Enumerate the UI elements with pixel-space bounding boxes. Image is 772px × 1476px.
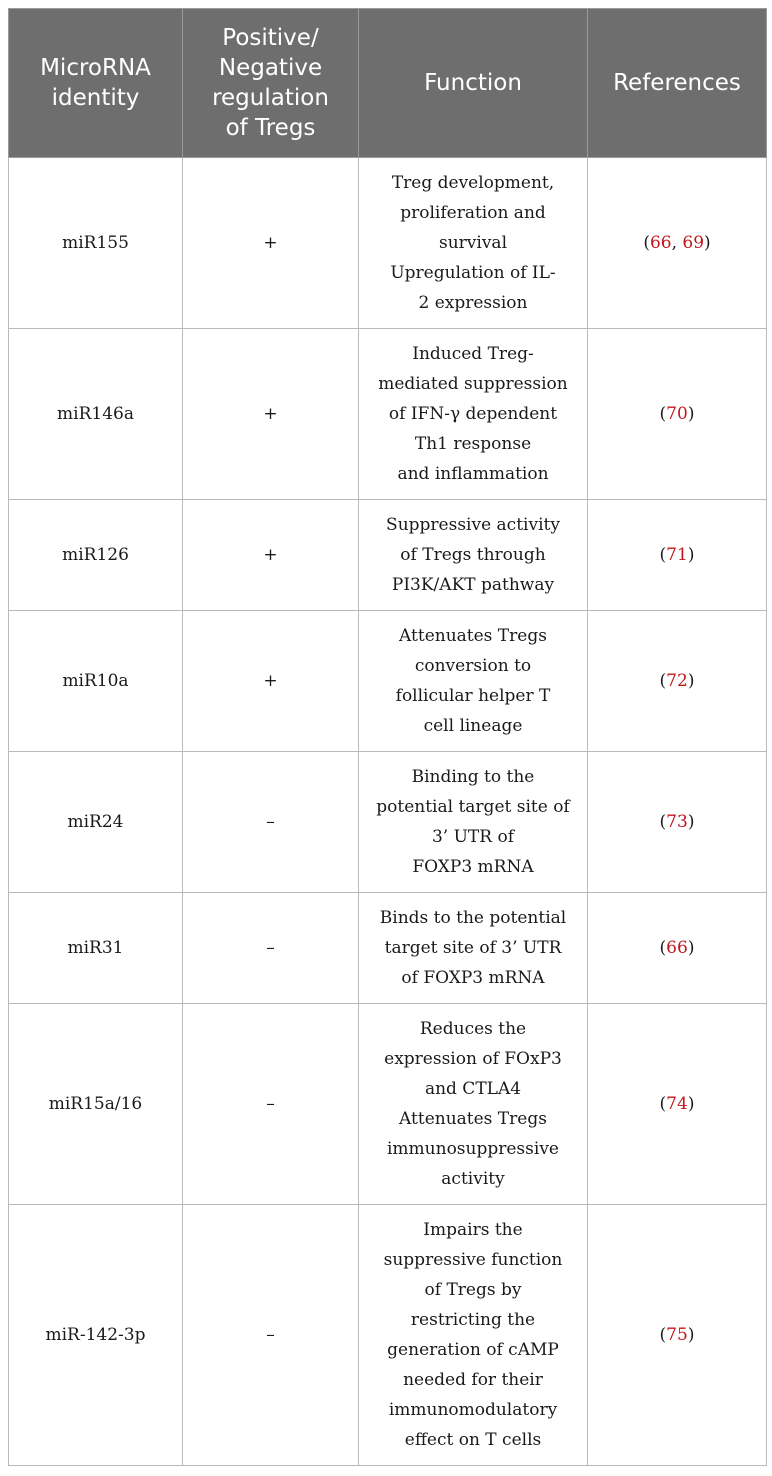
ref-close-paren: ): [704, 233, 711, 253]
function-cell: [359, 500, 588, 611]
regulation-cell: +: [183, 500, 359, 611]
function-cell: [359, 1205, 588, 1466]
function-line: 3’ UTR of: [431, 827, 515, 847]
ref-open-paren: (: [643, 233, 650, 253]
reference-link[interactable]: 72: [666, 671, 688, 691]
function-line: Upregulation of IL-: [390, 263, 556, 283]
function-line: 2 expression: [418, 293, 528, 313]
regulation-cell: –: [183, 1205, 359, 1466]
reference-link[interactable]: 66: [649, 233, 672, 253]
function-line: Impairs the: [423, 1220, 523, 1240]
function-line: Attenuates Tregs: [399, 626, 547, 646]
function-cell: [359, 752, 588, 893]
microrna-identity-cell: miR15a/16: [9, 1004, 183, 1205]
reference-link[interactable]: 69: [682, 233, 705, 253]
header-line: of Tregs: [225, 115, 316, 141]
function-line: immunomodulatory: [388, 1400, 558, 1420]
reference-link[interactable]: 73: [666, 812, 688, 832]
references-cell: [588, 611, 767, 752]
ref-open-paren: (: [659, 938, 667, 958]
references-cell: [588, 329, 767, 500]
function-line: restricting the: [410, 1310, 536, 1330]
function-line: Attenuates Tregs: [399, 1109, 547, 1129]
references-cell: [588, 1205, 767, 1466]
regulation-cell: +: [183, 611, 359, 752]
reference-link[interactable]: 71: [666, 545, 688, 565]
function-line: of Tregs through: [400, 545, 546, 565]
ref-close-paren: ): [687, 545, 695, 565]
function-line: target site of 3’ UTR: [384, 938, 562, 958]
header-references: [588, 9, 767, 158]
function-line: Induced Treg-: [412, 344, 534, 364]
function-cell: [359, 611, 588, 752]
references-cell: [588, 893, 767, 1004]
references-cell: [588, 752, 767, 893]
ref-open-paren: (: [659, 545, 667, 565]
ref-open-paren: (: [659, 671, 667, 691]
function-line: of Tregs by: [424, 1280, 522, 1300]
function-line: cell lineage: [423, 716, 523, 736]
function-line: of FOXP3 mRNA: [401, 968, 545, 988]
regulation-cell: –: [183, 1004, 359, 1205]
header-line: Positive/: [222, 25, 319, 51]
function-line: Reduces the: [419, 1019, 527, 1039]
microrna-identity-cell: miR24: [9, 752, 183, 893]
ref-open-paren: (: [659, 1325, 667, 1345]
function-line: needed for their: [403, 1370, 543, 1390]
header-line: Function: [424, 70, 522, 96]
microrna-identity-cell: miR-142-3p: [9, 1205, 183, 1466]
function-line: PI3K/AKT pathway: [391, 575, 555, 595]
reference-link[interactable]: 70: [666, 404, 688, 424]
table-row: [9, 158, 767, 329]
reference-link[interactable]: 66: [666, 938, 688, 958]
ref-open-paren: (: [659, 404, 667, 424]
regulation-cell: –: [183, 893, 359, 1004]
function-line: FOXP3 mRNA: [412, 857, 534, 877]
table-row: [9, 1004, 767, 1205]
microrna-identity-cell: miR126: [9, 500, 183, 611]
header-line: MicroRNA: [40, 55, 151, 81]
regulation-cell: –: [183, 752, 359, 893]
table-row: [9, 500, 767, 611]
microrna-treg-table: [8, 8, 767, 1466]
header-line: Negative: [218, 55, 323, 81]
ref-close-paren: ): [687, 1325, 695, 1345]
table-body: [9, 158, 767, 1466]
header-microrna-identity: [9, 9, 183, 158]
function-line: and inflammation: [397, 464, 549, 484]
header-regulation: [183, 9, 359, 158]
function-cell: [359, 893, 588, 1004]
header-row: [9, 9, 767, 158]
function-line: Binds to the potential: [379, 908, 567, 928]
function-line: of IFN-γ dependent: [388, 404, 558, 424]
reference-link[interactable]: 74: [666, 1094, 688, 1114]
ref-separator: ,: [671, 233, 683, 253]
function-cell: [359, 329, 588, 500]
ref-close-paren: ): [687, 812, 695, 832]
function-line: mediated suppression: [378, 374, 568, 394]
references-cell: [588, 500, 767, 611]
microrna-identity-cell: miR31: [9, 893, 183, 1004]
function-cell: [359, 158, 588, 329]
function-line: expression of FOxP3: [384, 1049, 562, 1069]
function-line: potential target site of: [376, 797, 570, 817]
references-cell: [588, 1004, 767, 1205]
function-cell: [359, 1004, 588, 1205]
function-line: immunosuppressive: [387, 1139, 559, 1159]
regulation-cell: +: [183, 158, 359, 329]
microrna-identity-cell: miR155: [9, 158, 183, 329]
function-line: activity: [441, 1169, 505, 1189]
function-line: suppressive function: [383, 1250, 563, 1270]
function-line: Treg development,: [391, 173, 555, 193]
function-line: effect on T cells: [404, 1430, 542, 1450]
ref-open-paren: (: [659, 1094, 667, 1114]
references-cell: [588, 158, 767, 329]
function-line: conversion to: [414, 656, 532, 676]
header-line: regulation: [212, 85, 329, 111]
microrna-identity-cell: miR146a: [9, 329, 183, 500]
function-line: Suppressive activity: [386, 515, 560, 535]
table-row: [9, 752, 767, 893]
table-row: [9, 1205, 767, 1466]
microrna-identity-cell: miR10a: [9, 611, 183, 752]
regulation-cell: +: [183, 329, 359, 500]
table-header: [9, 9, 767, 158]
function-line: proliferation and: [400, 203, 546, 223]
ref-open-paren: (: [659, 812, 667, 832]
table-row: [9, 329, 767, 500]
ref-close-paren: ): [687, 1094, 695, 1114]
ref-close-paren: ): [687, 404, 695, 424]
function-line: Binding to the: [411, 767, 535, 787]
table-row: [9, 893, 767, 1004]
table-row: [9, 611, 767, 752]
header-line: identity: [51, 85, 140, 111]
header-line: References: [613, 70, 741, 96]
function-line: survival: [438, 233, 508, 253]
function-line: generation of cAMP: [387, 1340, 559, 1360]
function-line: and CTLA4: [424, 1079, 522, 1099]
ref-close-paren: ): [687, 671, 695, 691]
reference-link[interactable]: 75: [666, 1325, 688, 1345]
header-function: [359, 9, 588, 158]
ref-close-paren: ): [687, 938, 695, 958]
function-line: follicular helper T: [395, 686, 551, 706]
function-line: Th1 response: [414, 434, 532, 454]
